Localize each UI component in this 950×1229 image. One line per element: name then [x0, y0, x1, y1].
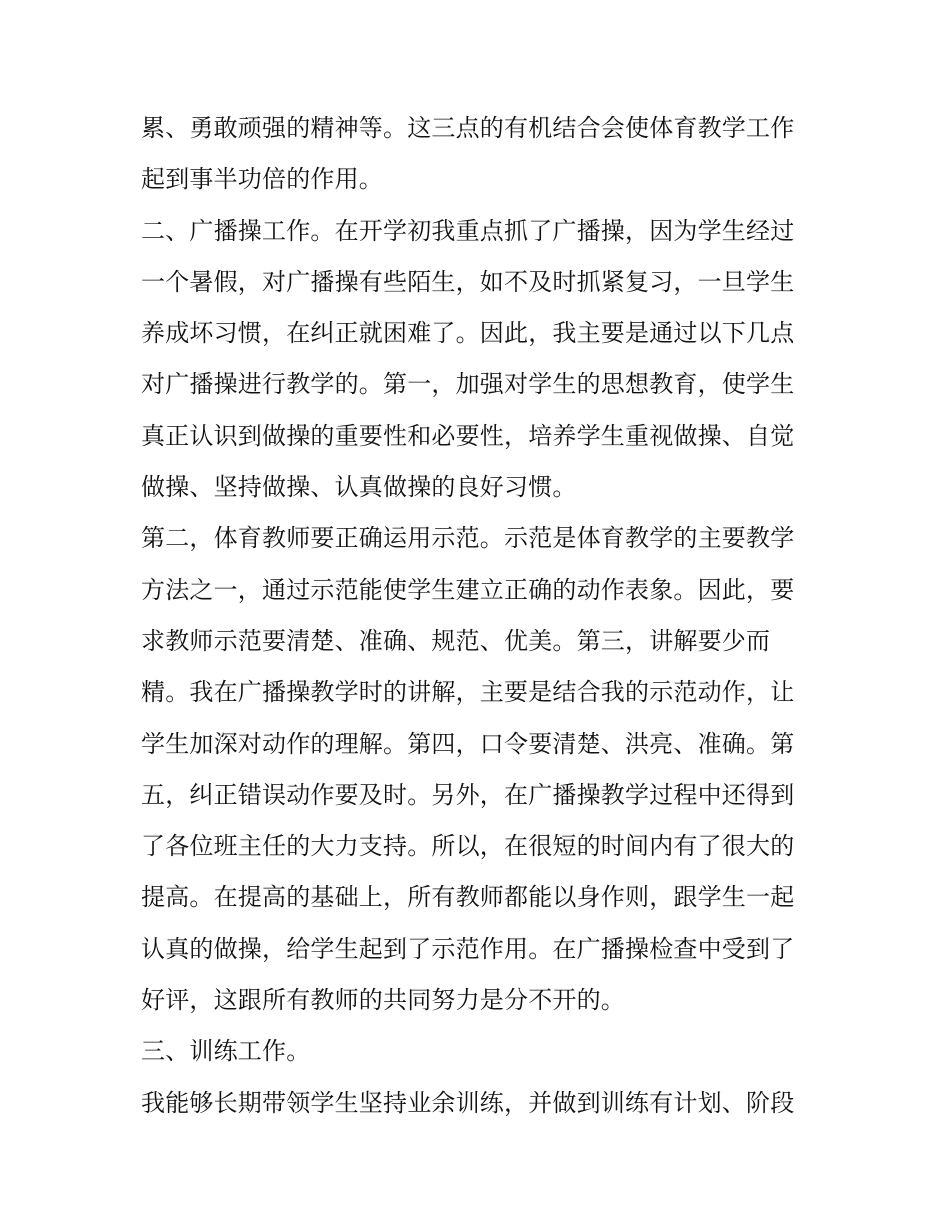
text-line: 做操、坚持做操、认真做操的良好习惯。 [141, 473, 577, 502]
text-line: 养成坏习惯，在纠正就困难了。因此，我主要是通过以下几点 [141, 319, 795, 348]
text-line: 好评，这跟所有教师的共同努力是分不开的。 [141, 986, 625, 1015]
text-line: 学生加深对动作的理解。第四，口令要清楚、洪亮、准确。第 [141, 729, 795, 758]
text-line: 我能够长期带领学生坚持业余训练，并做到训练有计划、阶段 [141, 1088, 795, 1117]
text-line: 求教师示范要清楚、准确、规范、优美。第三，讲解要少而 [141, 626, 771, 655]
text-line: 对广播操进行教学的。第一，加强对学生的思想教育，使学生 [141, 370, 795, 399]
text-line: 第二，体育教师要正确运用示范。示范是体育教学的主要教学 [141, 524, 795, 553]
text-line: 三、训练工作。 [141, 1037, 311, 1066]
text-line: 真正认识到做操的重要性和必要性，培养学生重视做操、自觉 [141, 421, 795, 450]
text-line: 了各位班主任的大力支持。所以，在很短的时间内有了很大的 [141, 832, 795, 861]
text-line: 提高。在提高的基础上，所有教师都能以身作则，跟学生一起 [141, 883, 795, 912]
text-line: 二、广播操工作。在开学初我重点抓了广播操，因为学生经过 [141, 216, 795, 245]
text-line: 五，纠正错误动作要及时。另外，在广播操教学过程中还得到 [141, 780, 795, 809]
text-line: 认真的做操，给学生起到了示范作用。在广播操检查中受到了 [141, 934, 795, 963]
text-line: 方法之一，通过示范能使学生建立正确的动作表象。因此，要 [141, 575, 795, 604]
text-line: 起到事半功倍的作用。 [141, 165, 383, 194]
text-line: 一个暑假，对广播操有些陌生，如不及时抓紧复习，一旦学生 [141, 267, 795, 296]
body-text [141, 103, 821, 1129]
text-line: 精。我在广播操教学时的讲解，主要是结合我的示范动作，让 [141, 678, 795, 707]
text-line: 累、勇敢顽强的精神等。这三点的有机结合会使体育教学工作 [141, 114, 795, 142]
